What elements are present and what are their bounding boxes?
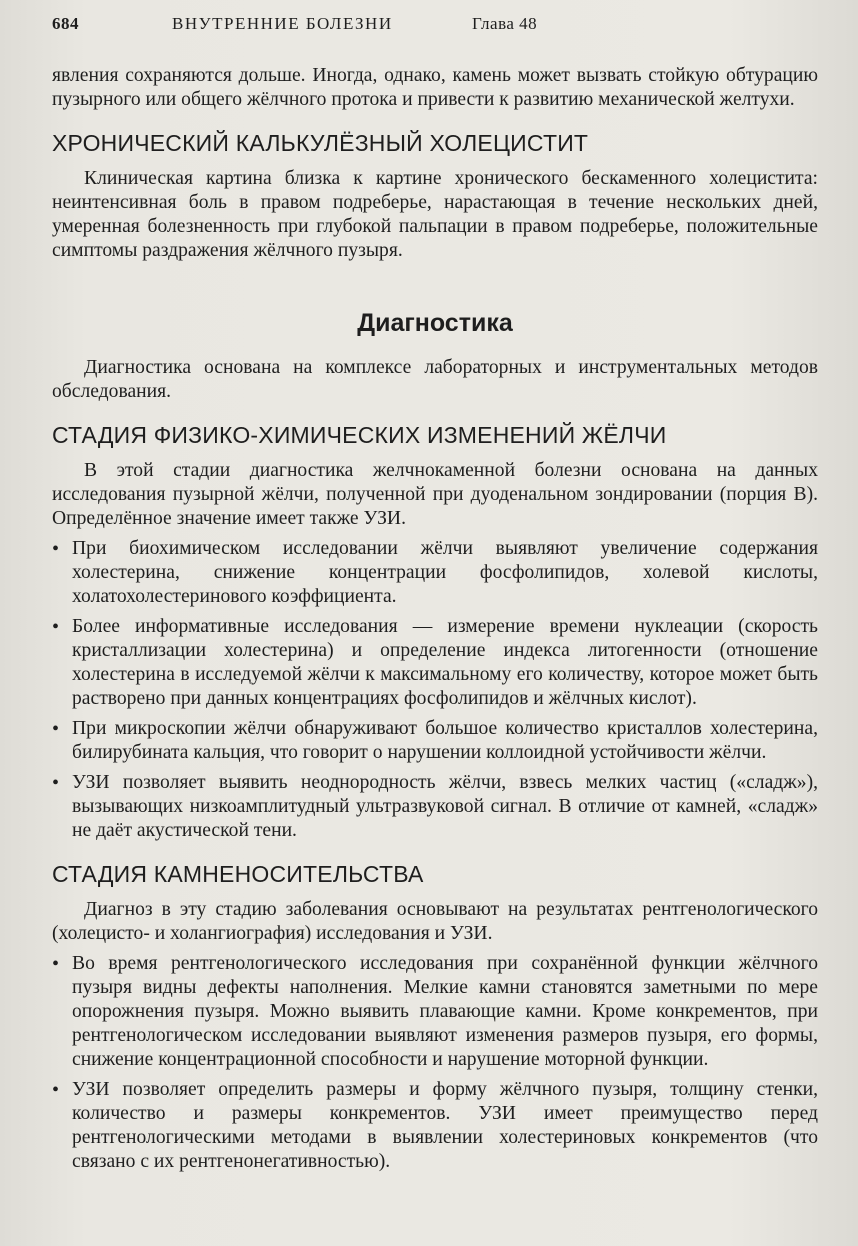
intro-paragraph: явления сохраняются дольше. Иногда, однако, камень может вызвать стойкую обтурацию пузырного или общего жёлчного протока и привести к развитию механической желтухи. xyxy=(52,65,818,110)
stage1-paragraph: В этой стадии диагностика желчнокаменной болезни основана на данных исследования пузырной жёлчи, полученной при дуоденальном зондировании (порция В). Определённое значение имеет также УЗИ. xyxy=(52,460,818,529)
section-title-stage1: СТАДИЯ ФИЗИКО-ХИМИЧЕСКИХ ИЗМЕНЕНИЙ ЖЁЛЧИ xyxy=(52,422,667,448)
stage2-paragraph: Диагноз в эту стадию заболевания основывают на результатах рентгенологического (холецисто- и холангиография) исследования и УЗИ. xyxy=(52,899,818,944)
diagnostics-heading: Диагностика xyxy=(357,309,513,337)
list-item: • Более информативные исследования — измерение времени нуклеации (скорость кристаллизации холестерина) и определение индекса литогенности (отношение холестерина в исследуемой жёлчи к максимальному его количеству, которое может быть растворено при данных концентрациях фосфолипидов и жёлчных кислот). xyxy=(52,615,818,711)
stage2-bullet-list xyxy=(52,952,818,1174)
chronic-paragraph: Клиническая картина близка к картине хронического бескаменного холецистита: неинтенсивная боль в правом подреберье, нарастающая в течение нескольких дней, умеренная болезненность при глубокой пальпации в правом подреберье, положительные симптомы раздражения жёлчного пузыря. xyxy=(52,168,818,261)
list-item: • УЗИ позволяет выявить неоднородность жёлчи, взвесь мелких частиц («сладж»), вызывающих низкоамплитудный ультразвуковой сигнал. В отличие от камней, «сладж» не даёт акустической тени. xyxy=(52,771,818,843)
book-title: ВНУТРЕННИЕ БОЛЕЗНИ xyxy=(172,14,393,33)
list-item: • УЗИ позволяет определить размеры и форму жёлчного пузыря, толщину стенки, количество и размеры конкрементов. УЗИ имеет преимущество перед рентгенологическими методами в выявлении холестериновых конкрементов (что связано с их рентгенонегативностью). xyxy=(52,1078,818,1174)
diagnostics-paragraph: Диагностика основана на комплексе лабораторных и инструментальных методов обследования. xyxy=(52,357,818,402)
list-item: • Во время рентгенологического исследования при сохранённой функции жёлчного пузыря видны дефекты наполнения. Мелкие камни становятся заметными по мере опорожнения пузыря. Можно выявить плавающие камни. Кроме конкрементов, при рентгенологическом исследовании выявляют изменения размеров пузыря, его формы, снижение концентрационной способности и нарушение моторной функции. xyxy=(52,952,818,1072)
running-head xyxy=(52,14,818,42)
section-title-stage2: СТАДИЯ КАМНЕНОСИТЕЛЬСТВА xyxy=(52,861,424,887)
list-item: • При микроскопии жёлчи обнаруживают большое количество кристаллов холестерина, билирубината кальция, что говорит о нарушении коллоидной устойчивости жёлчи. xyxy=(52,717,818,765)
section-title-chronic: ХРОНИЧЕСКИЙ КАЛЬКУЛЁЗНЫЙ ХОЛЕЦИСТИТ xyxy=(52,130,589,156)
list-item: • При биохимическом исследовании жёлчи выявляют увеличение содержания холестерина, снижение концентрации фосфолипидов, холевой кислоты, холатохолестеринового коэффициента. xyxy=(52,537,818,609)
stage1-bullet-list xyxy=(52,537,818,843)
page-number: 684 xyxy=(52,14,79,33)
chapter-label: Глава 48 xyxy=(472,14,538,33)
